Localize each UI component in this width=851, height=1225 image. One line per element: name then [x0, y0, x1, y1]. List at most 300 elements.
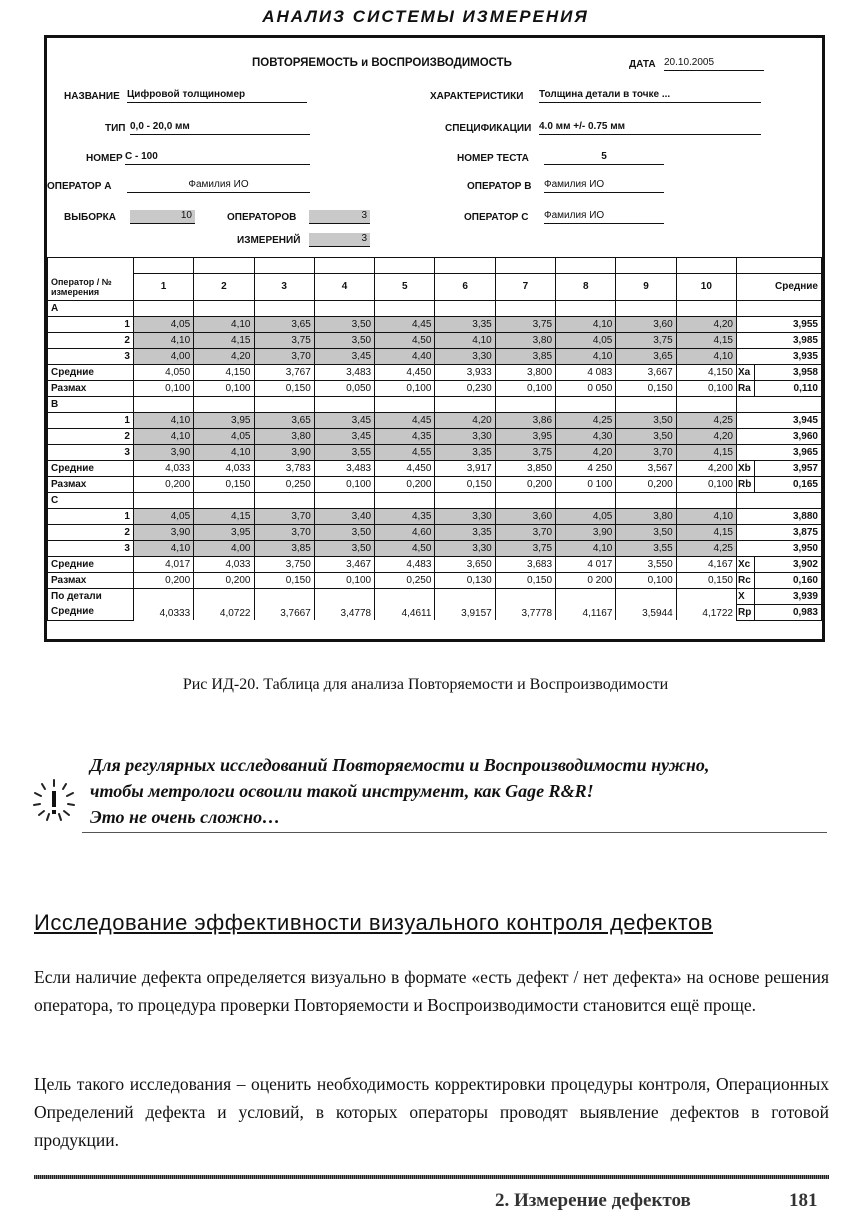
- type-value: 0,0 - 20,0 мм: [130, 121, 310, 135]
- blank-cell: [254, 300, 314, 316]
- means-row: [48, 556, 822, 572]
- test-number-value: 5: [544, 151, 664, 165]
- mean-total: 3,957: [755, 460, 822, 476]
- measurement-cell: 3,85: [254, 540, 314, 556]
- corner-cell: [48, 258, 134, 274]
- measurement-cell: 3,90: [254, 444, 314, 460]
- measurement-cell: 3,86: [495, 412, 555, 428]
- group-label: B: [48, 396, 134, 412]
- range-label: Размах: [48, 476, 134, 492]
- spec-value: 4.0 мм +/- 0.75 мм: [539, 121, 761, 135]
- part-mean-cell: 3,5944: [616, 588, 676, 620]
- mean-cell: 4,033: [194, 556, 254, 572]
- blank-cell: [375, 492, 435, 508]
- means-label: Средние: [48, 556, 134, 572]
- means-row: [48, 364, 822, 380]
- measurement-cell: 4,30: [556, 428, 616, 444]
- measurement-table: [47, 257, 822, 621]
- measurement-row: [48, 412, 822, 428]
- mean-cell: 4,483: [375, 556, 435, 572]
- range-tag: Rc: [737, 572, 755, 588]
- measurement-cell: 4,15: [676, 332, 736, 348]
- mean-cell: 4 250: [556, 460, 616, 476]
- trial-number: 3: [48, 540, 134, 556]
- range-cell: 0,100: [616, 572, 676, 588]
- measurement-cell: 4,10: [556, 316, 616, 332]
- mean-total: 3,958: [755, 364, 822, 380]
- measurement-cell: 3,75: [254, 332, 314, 348]
- range-cell: 0,150: [676, 572, 736, 588]
- measurement-cell: 3,65: [616, 348, 676, 364]
- column-header: 2: [194, 274, 254, 301]
- measurement-cell: 4,40: [375, 348, 435, 364]
- blank-cell: [495, 396, 555, 412]
- trial-number: 1: [48, 412, 134, 428]
- column-header: 5: [375, 274, 435, 301]
- sample-value: 10: [130, 210, 195, 224]
- mean-cell: 3,767: [254, 364, 314, 380]
- operator-a-value: Фамилия ИО: [127, 179, 310, 193]
- measurement-cell: 3,30: [435, 508, 495, 524]
- form-title: ПОВТОРЯЕМОСТЬ и ВОСПРОИЗВОДИМОСТЬ: [252, 57, 512, 69]
- mean-cell: 3,467: [314, 556, 374, 572]
- trial-number: 3: [48, 444, 134, 460]
- blank-cell: [676, 492, 736, 508]
- measurement-cell: 4,10: [194, 444, 254, 460]
- part-mean-cell: 3,7667: [254, 588, 314, 620]
- measurement-cell: 3,95: [495, 428, 555, 444]
- group-label-row: [48, 396, 822, 412]
- measurement-cell: 4,10: [133, 540, 193, 556]
- mean-cell: 4,150: [676, 364, 736, 380]
- blank-cell: [755, 396, 822, 412]
- mean-cell: 4,450: [375, 364, 435, 380]
- part-mean-cell: 4,0333: [133, 588, 193, 620]
- measurement-cell: 3,50: [314, 316, 374, 332]
- part-mean-cell: 3,7778: [495, 588, 555, 620]
- column-header: 3: [254, 274, 314, 301]
- operator-a-label: ОПЕРАТОР А: [47, 181, 112, 192]
- date-value: 20.10.2005: [664, 57, 764, 71]
- range-cell: 0,230: [435, 380, 495, 396]
- column-header: 10: [676, 274, 736, 301]
- measurement-cell: 4,10: [676, 508, 736, 524]
- range-cell: 0,130: [435, 572, 495, 588]
- blank-cell: [495, 300, 555, 316]
- measurement-cell: 3,30: [435, 348, 495, 364]
- measurement-cell: 4,10: [133, 412, 193, 428]
- header-blank: [737, 274, 755, 301]
- measurement-cell: 4,20: [676, 316, 736, 332]
- test-number-label: НОМЕР ТЕСТА: [457, 153, 529, 164]
- range-total: 0,160: [755, 572, 822, 588]
- range-row: [48, 476, 822, 492]
- mean-cell: 3,650: [435, 556, 495, 572]
- row-average: 3,985: [755, 332, 822, 348]
- part-mean-cell: 3,4778: [314, 588, 374, 620]
- row-average: 3,950: [755, 540, 822, 556]
- trial-number: 3: [48, 348, 134, 364]
- measurement-cell: 3,35: [435, 524, 495, 540]
- operator-c-label: ОПЕРАТОР С: [464, 212, 529, 223]
- range-cell: 0,100: [194, 380, 254, 396]
- range-label: Размах: [48, 572, 134, 588]
- measurement-cell: 4,00: [133, 348, 193, 364]
- measurement-cell: 4,10: [133, 428, 193, 444]
- rp-total: 0,983: [755, 604, 822, 620]
- name-label: НАЗВАНИЕ: [64, 91, 120, 102]
- blank-cell: [737, 444, 755, 460]
- page-header: АНАЛИЗ СИСТЕМЫ ИЗМЕРЕНИЯ: [262, 7, 589, 26]
- means-row: [48, 460, 822, 476]
- mean-cell: 3,483: [314, 460, 374, 476]
- trial-number: 1: [48, 316, 134, 332]
- blank-cell: [737, 540, 755, 556]
- range-cell: 0,200: [495, 476, 555, 492]
- range-cell: 0 100: [556, 476, 616, 492]
- mean-cell: 3,850: [495, 460, 555, 476]
- range-row: [48, 380, 822, 396]
- measurement-cell: 4,15: [676, 524, 736, 540]
- range-cell: 0 200: [556, 572, 616, 588]
- measurement-cell: 3,70: [495, 524, 555, 540]
- measurement-cell: 4,20: [676, 428, 736, 444]
- header-spacer: [616, 258, 676, 274]
- part-means-row-1: [48, 588, 822, 604]
- range-cell: 0,100: [314, 476, 374, 492]
- mean-tag: Xc: [737, 556, 755, 572]
- measurement-cell: 4,10: [556, 540, 616, 556]
- blank-cell: [737, 300, 755, 316]
- measurement-row: [48, 348, 822, 364]
- range-cell: 0,100: [676, 380, 736, 396]
- mean-cell: 4,033: [133, 460, 193, 476]
- row-average: 3,960: [755, 428, 822, 444]
- blank-cell: [435, 396, 495, 412]
- measurement-cell: 4,05: [194, 428, 254, 444]
- measurement-cell: 3,45: [314, 428, 374, 444]
- part-label-2: Средние: [48, 604, 134, 620]
- measurement-cell: 3,70: [616, 444, 676, 460]
- row-average: 3,955: [755, 316, 822, 332]
- measurement-cell: 3,50: [616, 412, 676, 428]
- tip-divider: [82, 832, 827, 833]
- column-header: 4: [314, 274, 374, 301]
- corner-label: Оператор / № измерения: [48, 274, 134, 301]
- measurement-cell: 4,35: [375, 508, 435, 524]
- blank-cell: [737, 332, 755, 348]
- mean-cell: 3,800: [495, 364, 555, 380]
- header-spacer: [737, 258, 755, 274]
- section-title: Исследование эффективности визуального контроля дефектов: [34, 910, 713, 935]
- blank-cell: [755, 300, 822, 316]
- part-mean-cell: 4,4611: [375, 588, 435, 620]
- blank-cell: [676, 396, 736, 412]
- blank-cell: [616, 492, 676, 508]
- blank-cell: [314, 396, 374, 412]
- spec-label: СПЕЦИФИКАЦИИ: [445, 123, 532, 134]
- header-spacer: [435, 258, 495, 274]
- mean-cell: 4,050: [133, 364, 193, 380]
- lightbulb-icon: [30, 776, 78, 824]
- blank-cell: [737, 524, 755, 540]
- measurement-cell: 4,60: [375, 524, 435, 540]
- mean-cell: 3,750: [254, 556, 314, 572]
- range-cell: 0,200: [133, 476, 193, 492]
- blank-cell: [435, 492, 495, 508]
- header-spacer: [676, 258, 736, 274]
- trial-number: 1: [48, 508, 134, 524]
- measurement-cell: 3,35: [435, 316, 495, 332]
- measurement-cell: 3,70: [254, 348, 314, 364]
- gage-rr-form: [44, 35, 825, 642]
- mean-cell: 4,017: [133, 556, 193, 572]
- measurement-cell: 4,15: [676, 444, 736, 460]
- table-header-spacer: [48, 258, 822, 274]
- measurement-cell: 4,15: [194, 332, 254, 348]
- part-mean-cell: 4,1167: [556, 588, 616, 620]
- name-value: Цифровой толщиномер: [127, 89, 307, 103]
- characteristics-value: Толщина детали в точке ...: [539, 89, 761, 103]
- blank-cell: [737, 316, 755, 332]
- measurement-cell: 3,60: [495, 508, 555, 524]
- mean-cell: 3,567: [616, 460, 676, 476]
- measurement-cell: 3,80: [616, 508, 676, 524]
- x-tag: X: [737, 588, 755, 604]
- measurement-cell: 3,90: [556, 524, 616, 540]
- measurement-row: [48, 332, 822, 348]
- range-cell: 0,150: [616, 380, 676, 396]
- measurement-cell: 3,65: [254, 412, 314, 428]
- mean-tag: Xa: [737, 364, 755, 380]
- mean-cell: 4 017: [556, 556, 616, 572]
- measurement-cell: 4,10: [194, 316, 254, 332]
- measurement-cell: 4,50: [375, 332, 435, 348]
- blank-cell: [737, 508, 755, 524]
- tip-block: [90, 752, 835, 830]
- blank-cell: [254, 492, 314, 508]
- blank-cell: [755, 492, 822, 508]
- measurement-cell: 3,50: [314, 524, 374, 540]
- measurement-row: [48, 444, 822, 460]
- tip-line-3: Это не очень сложно…: [90, 807, 281, 827]
- tip-line-1: Для регулярных исследований Повторяемости и Воспроизводимости нужно,: [90, 755, 710, 775]
- measurement-cell: 4,05: [133, 508, 193, 524]
- row-average: 3,935: [755, 348, 822, 364]
- mean-cell: 3,683: [495, 556, 555, 572]
- blank-cell: [435, 300, 495, 316]
- measurement-cell: 3,65: [254, 316, 314, 332]
- range-total: 0,110: [755, 380, 822, 396]
- column-header: 1: [133, 274, 193, 301]
- measurement-cell: 4,25: [676, 540, 736, 556]
- header-spacer: [556, 258, 616, 274]
- blank-cell: [556, 396, 616, 412]
- measurement-cell: 4,05: [133, 316, 193, 332]
- range-label: Размах: [48, 380, 134, 396]
- row-average: 3,945: [755, 412, 822, 428]
- group-label-row: [48, 492, 822, 508]
- mean-tag: Xb: [737, 460, 755, 476]
- measurement-cell: 4,10: [133, 332, 193, 348]
- mean-cell: 3,783: [254, 460, 314, 476]
- measurement-cell: 4,35: [375, 428, 435, 444]
- range-cell: 0,200: [616, 476, 676, 492]
- measurement-row: [48, 428, 822, 444]
- header-spacer: [495, 258, 555, 274]
- range-cell: 0,100: [375, 380, 435, 396]
- average-header: Средние: [755, 274, 822, 301]
- paragraph-1: Если наличие дефекта определяется визуально в формате «есть дефект / нет дефекта» на основе решения оператора, то процедура проверки Повторяемости и Воспроизводимости становится ещё проще.: [34, 967, 829, 1015]
- measurement-cell: 4,20: [194, 348, 254, 364]
- header-spacer: [314, 258, 374, 274]
- range-cell: 0,100: [133, 380, 193, 396]
- header-spacer: [194, 258, 254, 274]
- measurement-cell: 3,85: [495, 348, 555, 364]
- blank-cell: [616, 300, 676, 316]
- measurement-cell: 4,45: [375, 316, 435, 332]
- blank-cell: [133, 396, 193, 412]
- header-spacer: [133, 258, 193, 274]
- mean-cell: 4 083: [556, 364, 616, 380]
- trial-number: 2: [48, 332, 134, 348]
- measurement-cell: 4,50: [375, 540, 435, 556]
- measurement-cell: 4,10: [435, 332, 495, 348]
- measurement-cell: 3,55: [314, 444, 374, 460]
- footer-chapter: 2. Измерение дефектов: [495, 1190, 691, 1211]
- header-spacer: [375, 258, 435, 274]
- header-spacer: [755, 258, 822, 274]
- measurement-cell: 4,20: [556, 444, 616, 460]
- measurement-cell: 3,70: [254, 524, 314, 540]
- sample-label: ВЫБОРКА: [64, 212, 116, 223]
- blank-cell: [194, 492, 254, 508]
- x-total: 3,939: [755, 588, 822, 604]
- operator-c-value: Фамилия ИО: [544, 210, 664, 224]
- row-average: 3,875: [755, 524, 822, 540]
- header-spacer: [254, 258, 314, 274]
- blank-cell: [254, 396, 314, 412]
- mean-cell: 3,917: [435, 460, 495, 476]
- group-label-row: [48, 300, 822, 316]
- measurement-cell: 3,75: [616, 332, 676, 348]
- measurements-label: ИЗМЕРЕНИЙ: [237, 235, 301, 246]
- blank-cell: [314, 492, 374, 508]
- measurement-cell: 3,70: [254, 508, 314, 524]
- page-number: 181: [789, 1190, 818, 1211]
- blank-cell: [737, 348, 755, 364]
- measurement-cell: 4,05: [556, 508, 616, 524]
- range-cell: 0,150: [194, 476, 254, 492]
- range-cell: 0,150: [495, 572, 555, 588]
- mean-cell: 3,667: [616, 364, 676, 380]
- operators-label: ОПЕРАТОРОВ: [227, 212, 297, 223]
- row-average: 3,965: [755, 444, 822, 460]
- measurement-cell: 4,45: [375, 412, 435, 428]
- column-header: 8: [556, 274, 616, 301]
- mean-total: 3,902: [755, 556, 822, 572]
- measurement-row: [48, 316, 822, 332]
- column-header: 6: [435, 274, 495, 301]
- mean-cell: 3,483: [314, 364, 374, 380]
- operator-b-label: ОПЕРАТОР В: [467, 181, 532, 192]
- mean-cell: 4,450: [375, 460, 435, 476]
- row-average: 3,880: [755, 508, 822, 524]
- means-label: Средние: [48, 364, 134, 380]
- mean-cell: 4,150: [194, 364, 254, 380]
- part-label-1: По детали: [48, 588, 134, 604]
- measurement-cell: 3,95: [194, 412, 254, 428]
- measurement-cell: 4,05: [556, 332, 616, 348]
- measurement-cell: 4,10: [676, 348, 736, 364]
- trial-number: 2: [48, 524, 134, 540]
- mean-cell: 4,200: [676, 460, 736, 476]
- measurement-cell: 3,60: [616, 316, 676, 332]
- blank-cell: [194, 300, 254, 316]
- type-label: ТИП: [105, 123, 126, 134]
- range-cell: 0,200: [194, 572, 254, 588]
- column-header: 7: [495, 274, 555, 301]
- blank-cell: [556, 492, 616, 508]
- range-total: 0,165: [755, 476, 822, 492]
- measurement-cell: 3,80: [254, 428, 314, 444]
- measurement-cell: 3,55: [616, 540, 676, 556]
- date-label: ДАТА: [629, 59, 656, 70]
- measurement-cell: 3,35: [435, 444, 495, 460]
- mean-cell: 3,550: [616, 556, 676, 572]
- measurement-row: [48, 524, 822, 540]
- range-cell: 0,150: [435, 476, 495, 492]
- blank-cell: [556, 300, 616, 316]
- part-mean-cell: 4,0722: [194, 588, 254, 620]
- measurement-cell: 3,90: [133, 524, 193, 540]
- number-value: С - 100: [125, 151, 310, 165]
- part-mean-cell: 3,9157: [435, 588, 495, 620]
- measurement-cell: 3,50: [616, 524, 676, 540]
- range-cell: 0,050: [314, 380, 374, 396]
- measurement-row: [48, 508, 822, 524]
- group-label: A: [48, 300, 134, 316]
- measurement-cell: 4,20: [435, 412, 495, 428]
- table-header-row: [48, 274, 822, 301]
- range-cell: 0,250: [254, 476, 314, 492]
- figure-caption: Рис ИД-20. Таблица для анализа Повторяемости и Воспроизводимости: [182, 676, 669, 693]
- tip-line-2: чтобы метрологи освоили такой инструмент, как Gage R&R!: [90, 781, 594, 801]
- number-label: НОМЕР: [86, 153, 123, 164]
- blank-cell: [133, 492, 193, 508]
- measurement-cell: 3,30: [435, 540, 495, 556]
- group-label: C: [48, 492, 134, 508]
- blank-cell: [375, 300, 435, 316]
- range-tag: Ra: [737, 380, 755, 396]
- blank-cell: [737, 428, 755, 444]
- measurement-cell: 3,80: [495, 332, 555, 348]
- blank-cell: [495, 492, 555, 508]
- range-cell: 0,100: [676, 476, 736, 492]
- measurement-cell: 3,90: [133, 444, 193, 460]
- range-cell: 0 050: [556, 380, 616, 396]
- measurement-cell: 3,75: [495, 540, 555, 556]
- measurement-cell: 3,45: [314, 412, 374, 428]
- range-row: [48, 572, 822, 588]
- measurement-cell: 3,45: [314, 348, 374, 364]
- range-cell: 0,100: [314, 572, 374, 588]
- blank-cell: [737, 492, 755, 508]
- rp-tag: Rp: [737, 604, 755, 620]
- measurement-cell: 3,75: [495, 316, 555, 332]
- paragraph-2: Цель такого исследования – оценить необходимость корректировки процедуры контроля, Операционных Определений дефекта и условий, в которых операторы проводят выявление дефектов в готовой продукции.: [34, 1074, 829, 1150]
- characteristics-label: ХАРАКТЕРИСТИКИ: [430, 91, 524, 102]
